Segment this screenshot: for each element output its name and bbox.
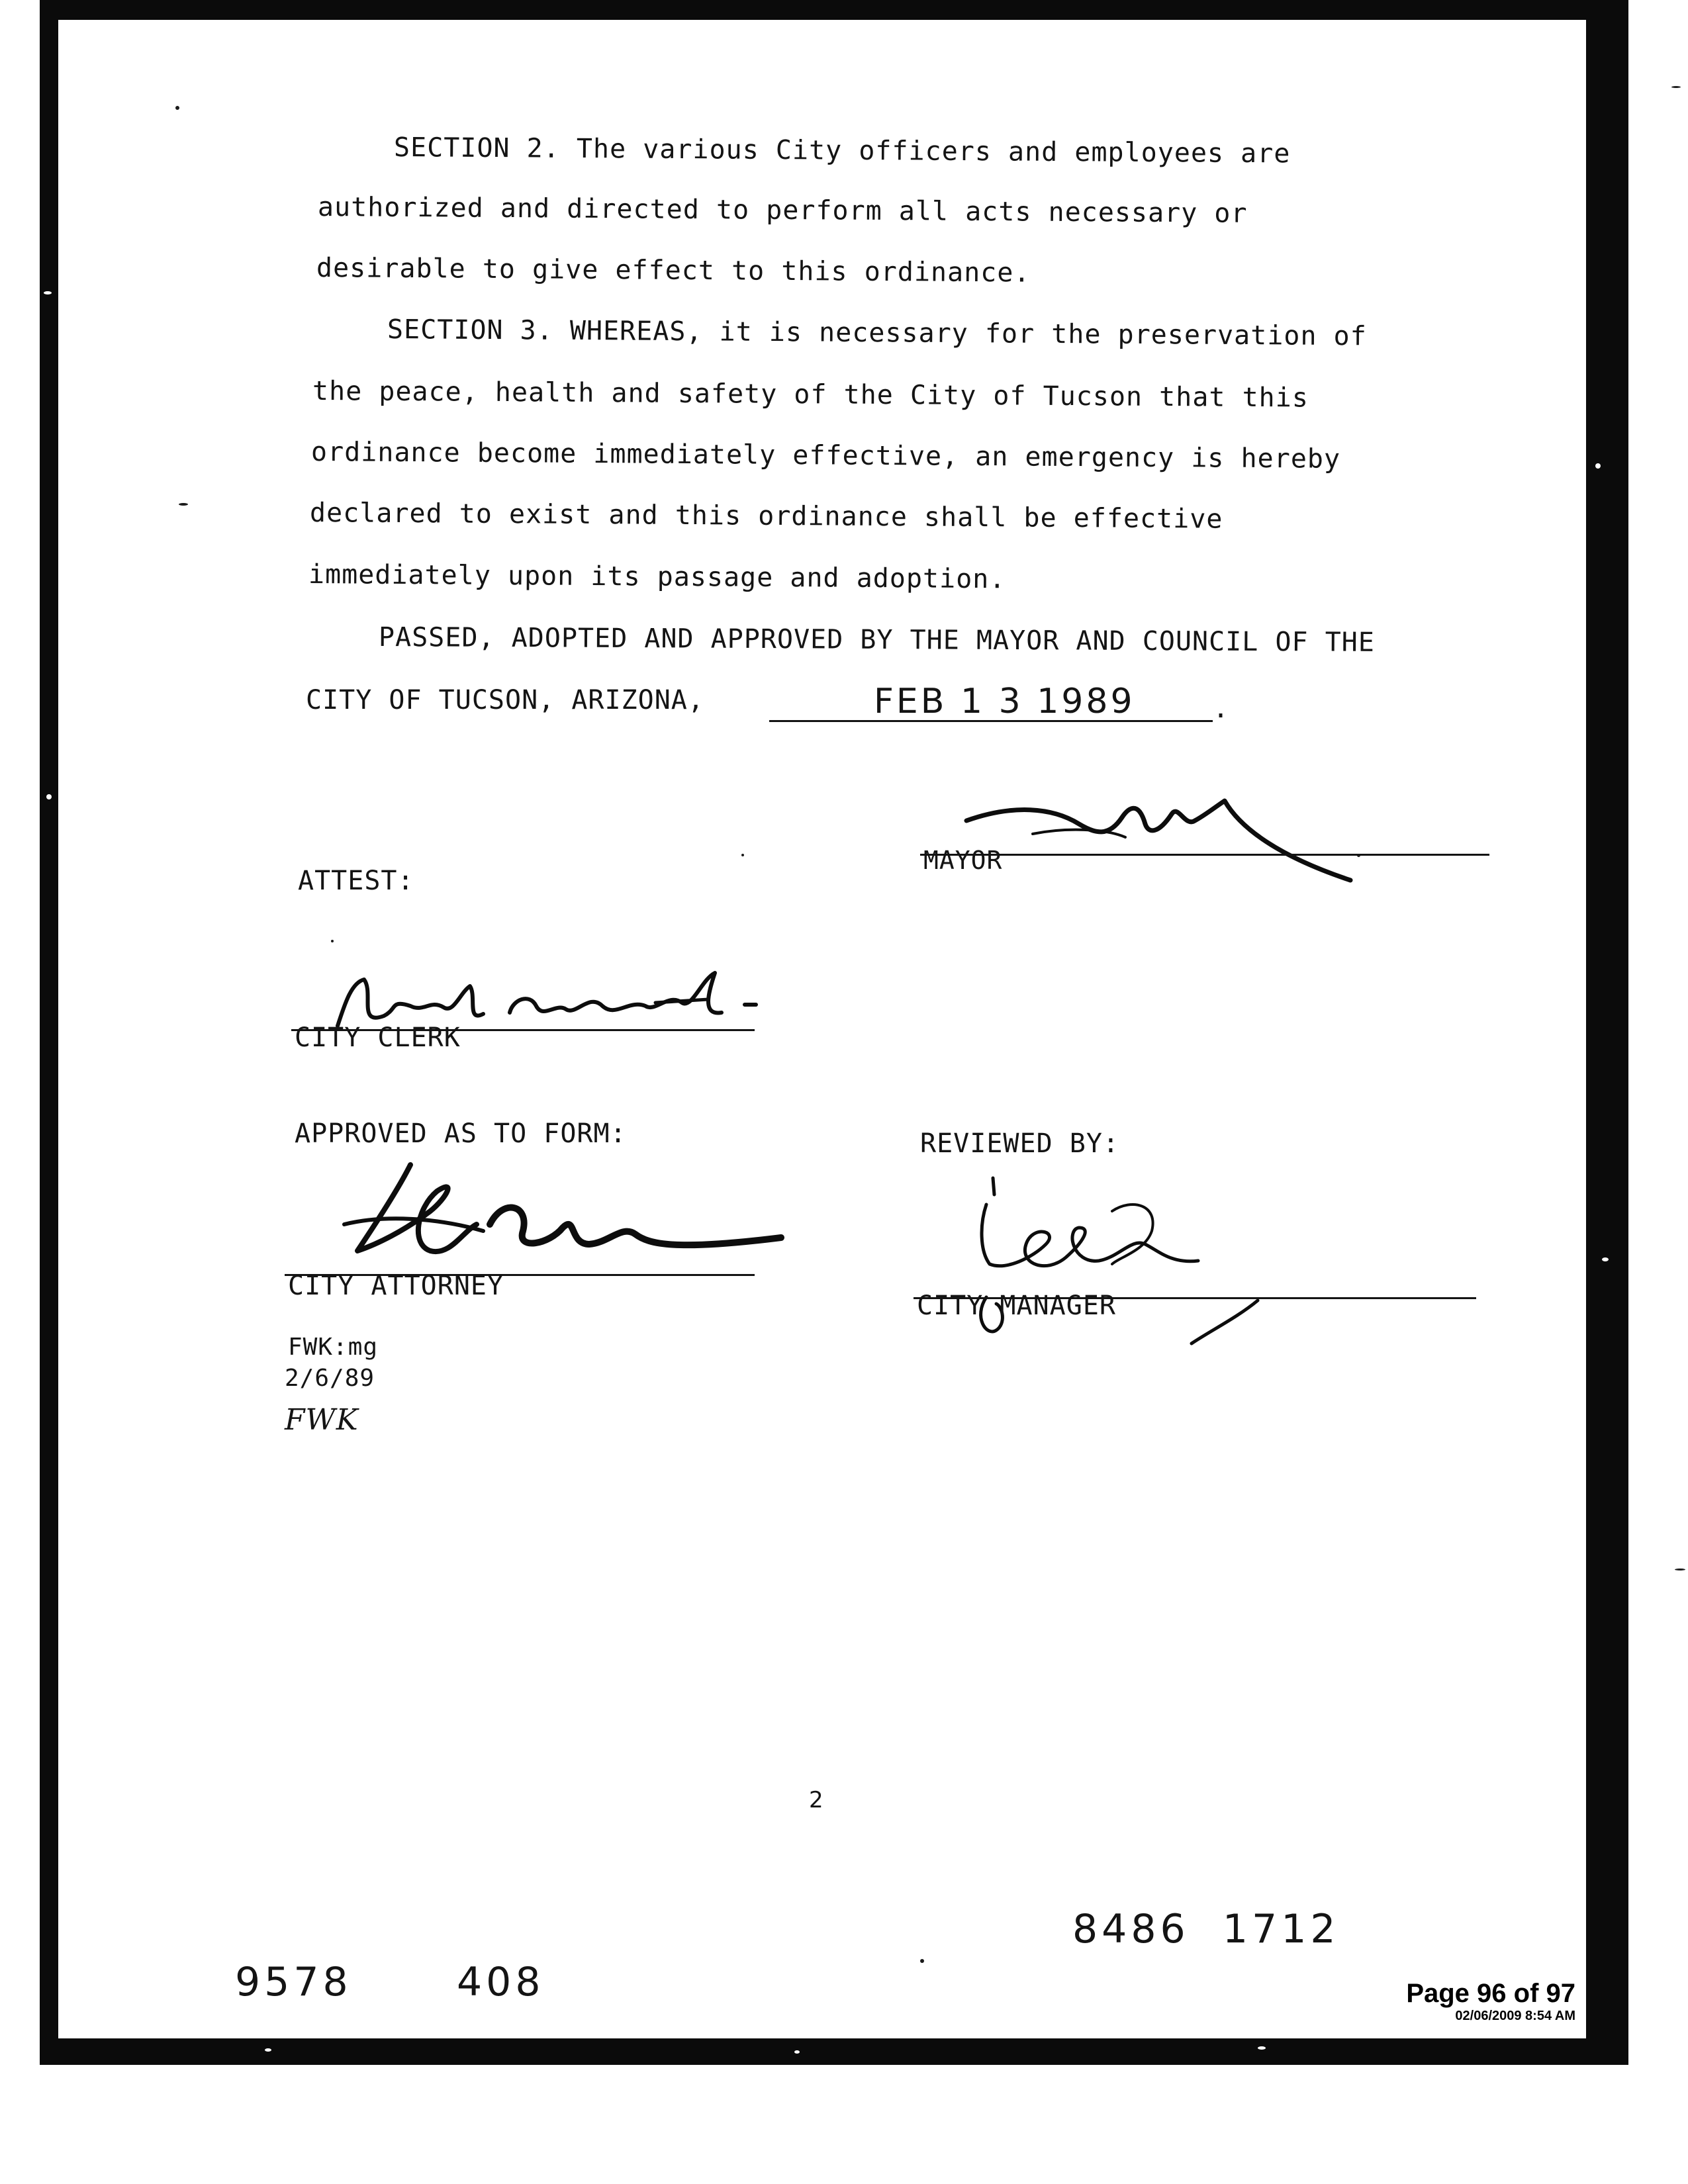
scan-speck — [175, 106, 179, 110]
section-2-line-2: authorized and directed to perform all acts necessary or — [317, 192, 1248, 229]
reviewed-by-label: REVIEWED BY: — [920, 1128, 1119, 1159]
section-3-line-1: SECTION 3. WHEREAS, it is necessary for the preservation of — [387, 314, 1367, 352]
scan-speck — [1671, 86, 1681, 88]
passed-period: . — [1213, 694, 1230, 724]
print-timestamp: 02/06/2009 8:54 AM — [1455, 2009, 1575, 2023]
section-2-line-3: desirable to give effect to this ordinance. — [316, 253, 1031, 289]
mayor-signature — [953, 788, 1377, 893]
section-3-line-3: ordinance become immediately effective, an emergency is hereby — [310, 437, 1341, 475]
section-3-line-5: immediately upon its passage and adoption. — [308, 559, 1006, 595]
page-footer — [1406, 1979, 1575, 2024]
passed-line-2: CITY OF TUCSON, ARIZONA, — [306, 685, 704, 715]
mayor-signature-line — [920, 854, 1489, 856]
record-number-lower-left: 9578 — [235, 1959, 352, 2005]
approved-as-to-form-label: APPROVED AS TO FORM: — [295, 1118, 627, 1149]
mayor-label: MAYOR — [923, 846, 1003, 875]
scan-speck — [1258, 2046, 1266, 2050]
scan-speck — [1675, 1569, 1685, 1570]
record-number-upper: 8486 1712 — [1072, 1906, 1340, 1952]
handwritten-initials: FWK — [285, 1403, 359, 1437]
page-number: 2 — [809, 1787, 824, 1813]
section-3-line-2: the peace, health and safety of the City of Tucson that this — [312, 376, 1309, 414]
attest-label: ATTEST: — [298, 866, 414, 896]
scan-speck — [920, 1959, 924, 1963]
record-number-lower-right: 408 — [457, 1959, 545, 2005]
scan-speck — [1595, 463, 1601, 469]
passed-line-1: PASSED, ADOPTED AND APPROVED BY THE MAYOR AND COUNCIL OF THE — [378, 622, 1376, 658]
city-attorney-label: CITY ATTORNEY — [288, 1271, 504, 1301]
city-manager-signature — [933, 1165, 1304, 1357]
scan-speck — [179, 503, 188, 506]
scan-speck — [44, 291, 52, 295]
page-count: Page 96 of 97 — [1406, 1979, 1575, 2008]
scan-speck — [331, 940, 334, 942]
city-manager-label: CITY MANAGER — [917, 1291, 1116, 1321]
passed-date-stamp: FEB 1 3 1989 — [874, 682, 1135, 721]
scan-speck — [1602, 1257, 1609, 1261]
section-3-line-4: declared to exist and this ordinance shall be effective — [309, 498, 1223, 535]
scan-speck — [794, 2050, 800, 2054]
scan-speck — [46, 794, 52, 799]
city-attorney-signature — [331, 1152, 808, 1277]
section-2-line-1: SECTION 2. The various City officers and employees are — [393, 132, 1291, 169]
scan-speck — [741, 854, 744, 856]
typist-initials: FWK:mg — [288, 1334, 379, 1361]
scan-speck — [265, 2048, 271, 2052]
city-clerk-label: CITY CLERK — [295, 1023, 461, 1053]
typist-date: 2/6/89 — [285, 1365, 375, 1392]
